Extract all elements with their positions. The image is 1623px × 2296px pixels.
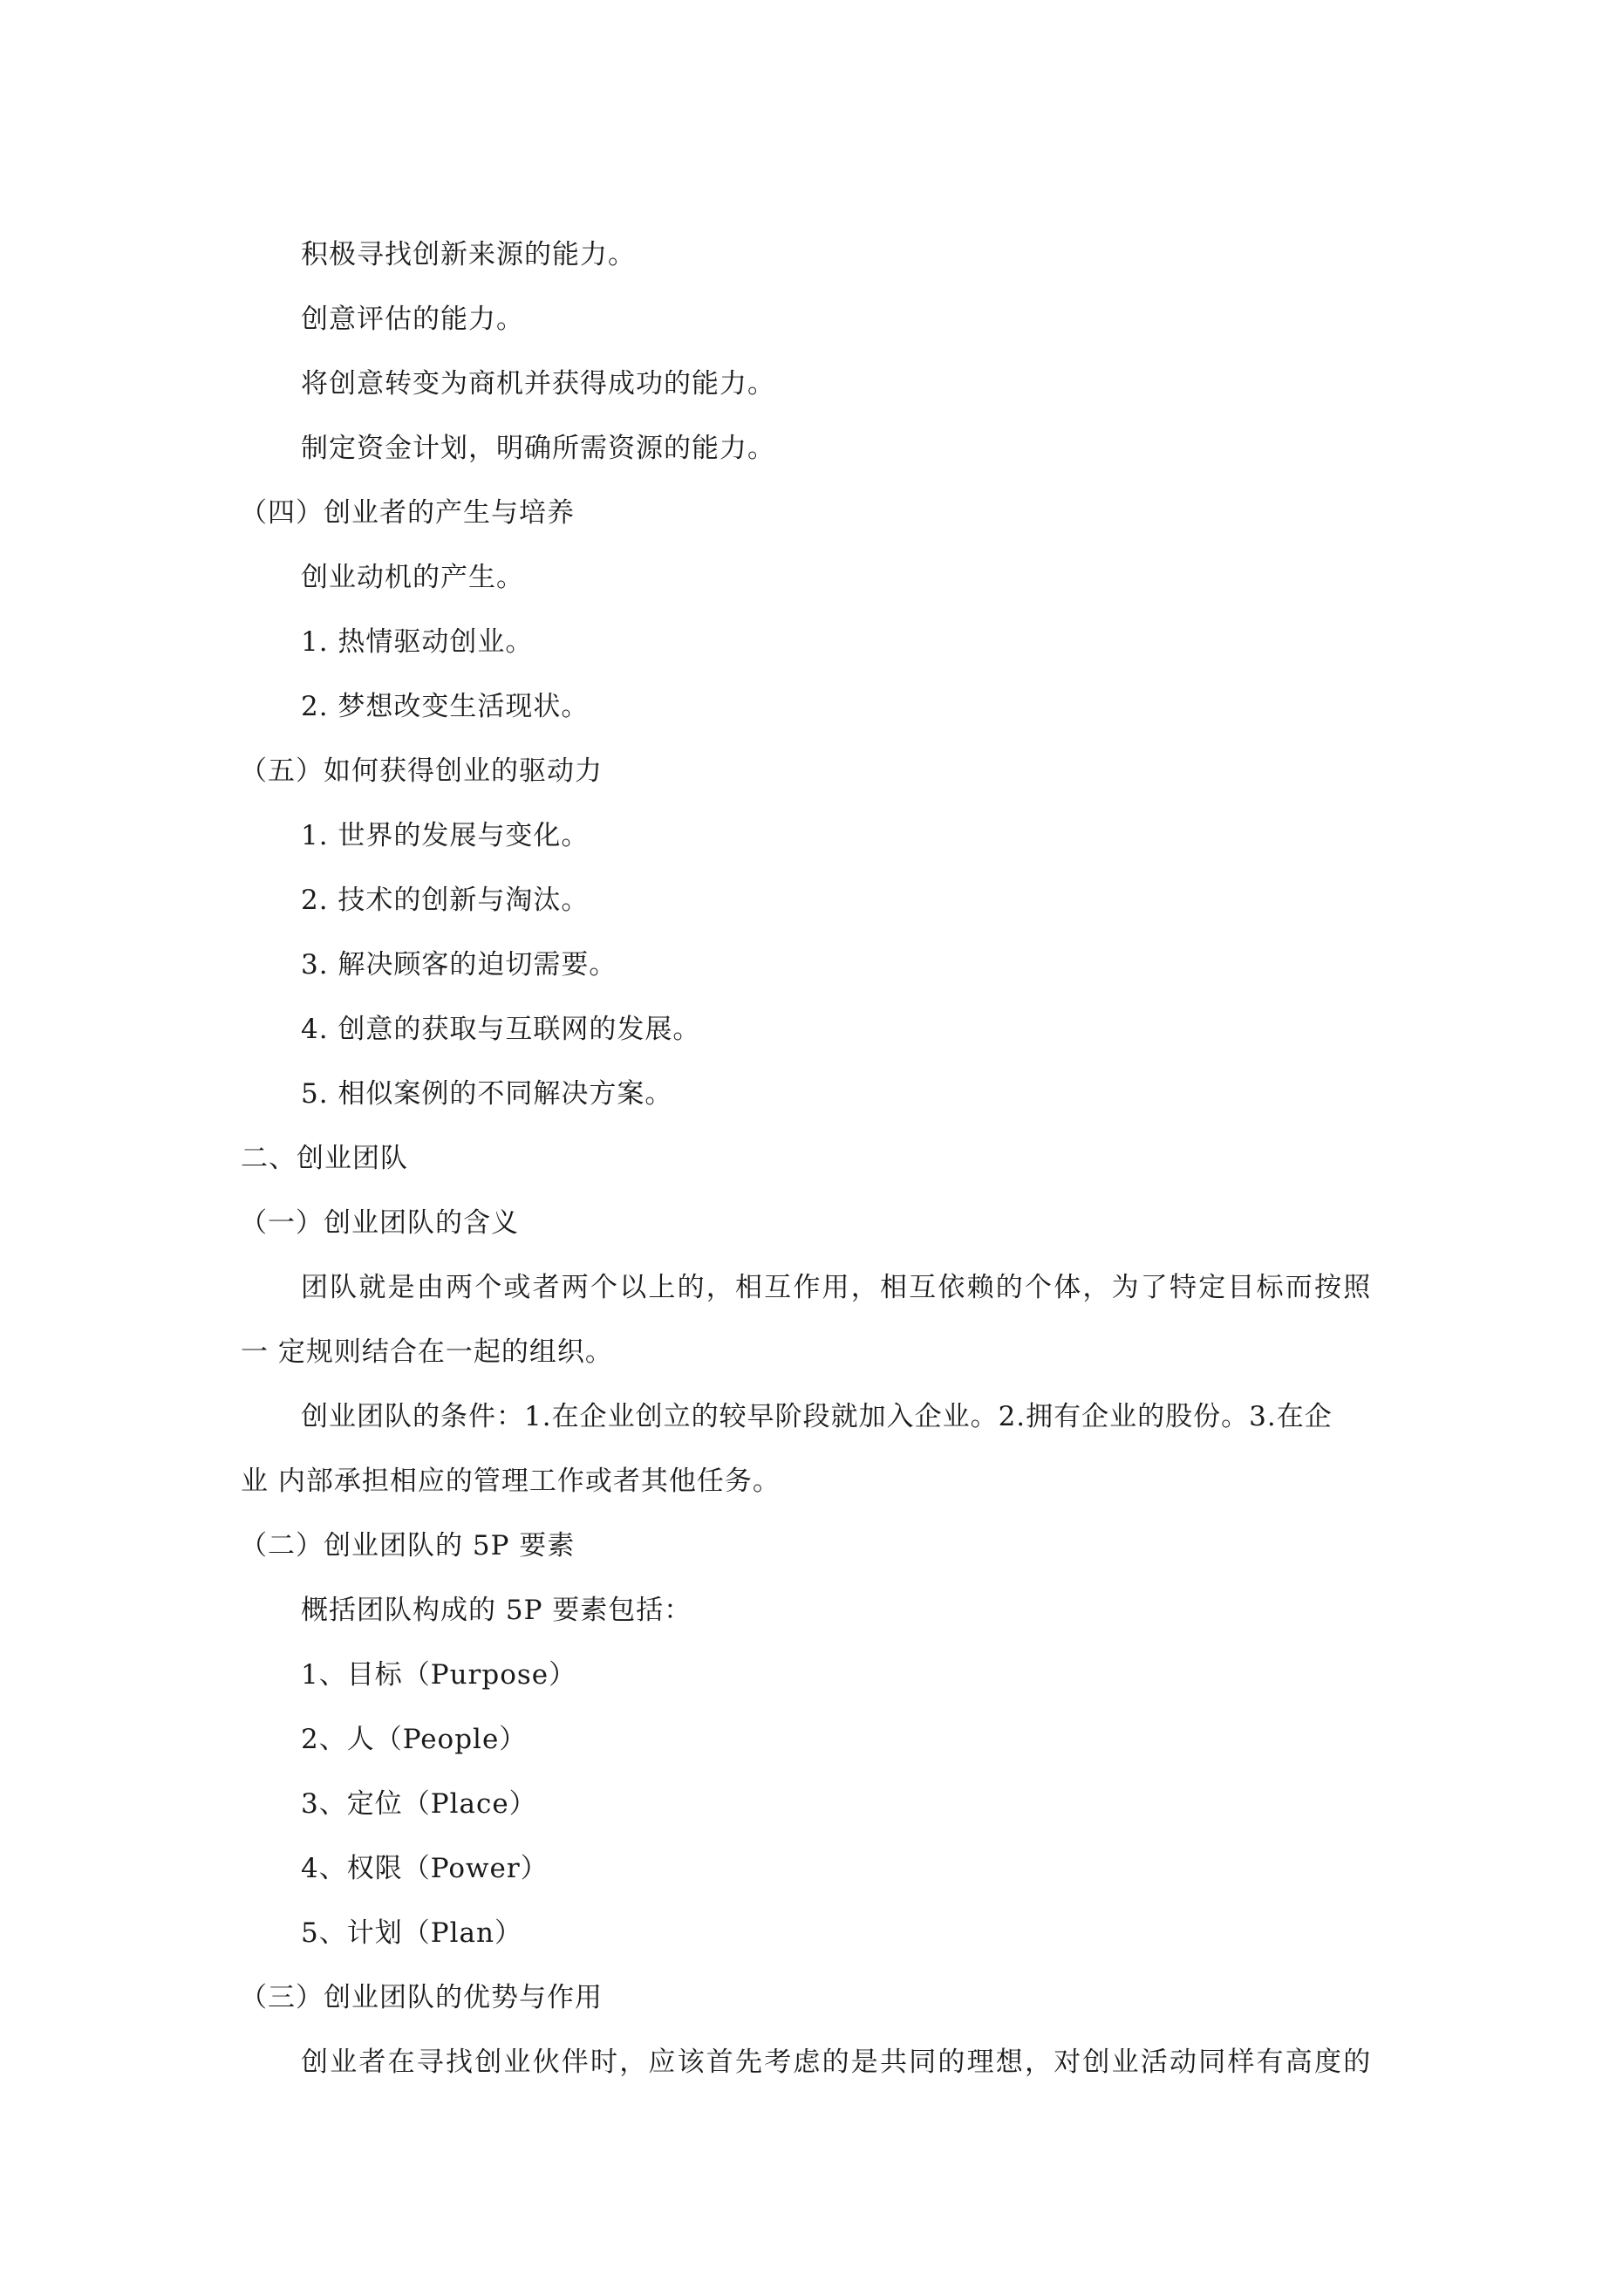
section-heading: （三）创业团队的优势与作用: [240, 1982, 603, 2013]
list-item: 2. 梦想改变生活现状。: [301, 691, 590, 722]
list-item: 4、权限（Power）: [301, 1853, 549, 1884]
list-item: 5. 相似案例的不同解决方案。: [301, 1078, 673, 1110]
section-heading: （一）创业团队的含义: [240, 1207, 519, 1239]
section-heading: （五）如何获得创业的驱动力: [240, 755, 603, 787]
list-item: 3、定位（Place）: [301, 1788, 537, 1820]
list-item: 3. 解决顾客的迫切需要。: [301, 949, 617, 981]
paragraph-line: 一 定规则结合在一起的组织。: [241, 1336, 613, 1368]
paragraph-line: 创业动机的产生。: [301, 562, 524, 593]
paragraph-line: 创业者在寻找创业伙伴时，应该首先考虑的是共同的理想，对创业活动同样有高度的: [301, 2047, 1373, 2078]
list-item: 5、计划（Plan）: [301, 1917, 522, 1949]
list-item: 2. 技术的创新与淘汰。: [301, 885, 590, 916]
paragraph-line: 创业团队的条件：1.在企业创立的较早阶段就加入企业。2.拥有企业的股份。3.在企: [301, 1401, 1333, 1432]
paragraph-line: 将创意转变为商机并获得成功的能力。: [301, 368, 775, 400]
paragraph-line: 概括团队构成的 5P 要素包括：: [301, 1595, 692, 1626]
list-item: 1、目标（Purpose）: [301, 1659, 577, 1691]
section-heading: （二）创业团队的 5P 要素: [240, 1530, 576, 1561]
paragraph-line: 团队就是由两个或者两个以上的，相互作用，相互依赖的个体，为了特定目标而按照: [301, 1272, 1373, 1303]
paragraph-line: 业 内部承担相应的管理工作或者其他任务。: [241, 1466, 781, 1497]
chapter-heading: 二、创业团队: [241, 1143, 408, 1174]
paragraph-line: 积极寻找创新来源的能力。: [301, 239, 636, 270]
list-item: 1. 热情驱动创业。: [301, 626, 534, 658]
paragraph-line: 创意评估的能力。: [301, 304, 524, 335]
list-item: 1. 世界的发展与变化。: [301, 820, 590, 851]
list-item: 2、人（People）: [301, 1724, 528, 1755]
paragraph-line: 制定资金计划，明确所需资源的能力。: [301, 433, 775, 464]
list-item: 4. 创意的获取与互联网的发展。: [301, 1014, 701, 1045]
section-heading: （四）创业者的产生与培养: [240, 497, 575, 529]
